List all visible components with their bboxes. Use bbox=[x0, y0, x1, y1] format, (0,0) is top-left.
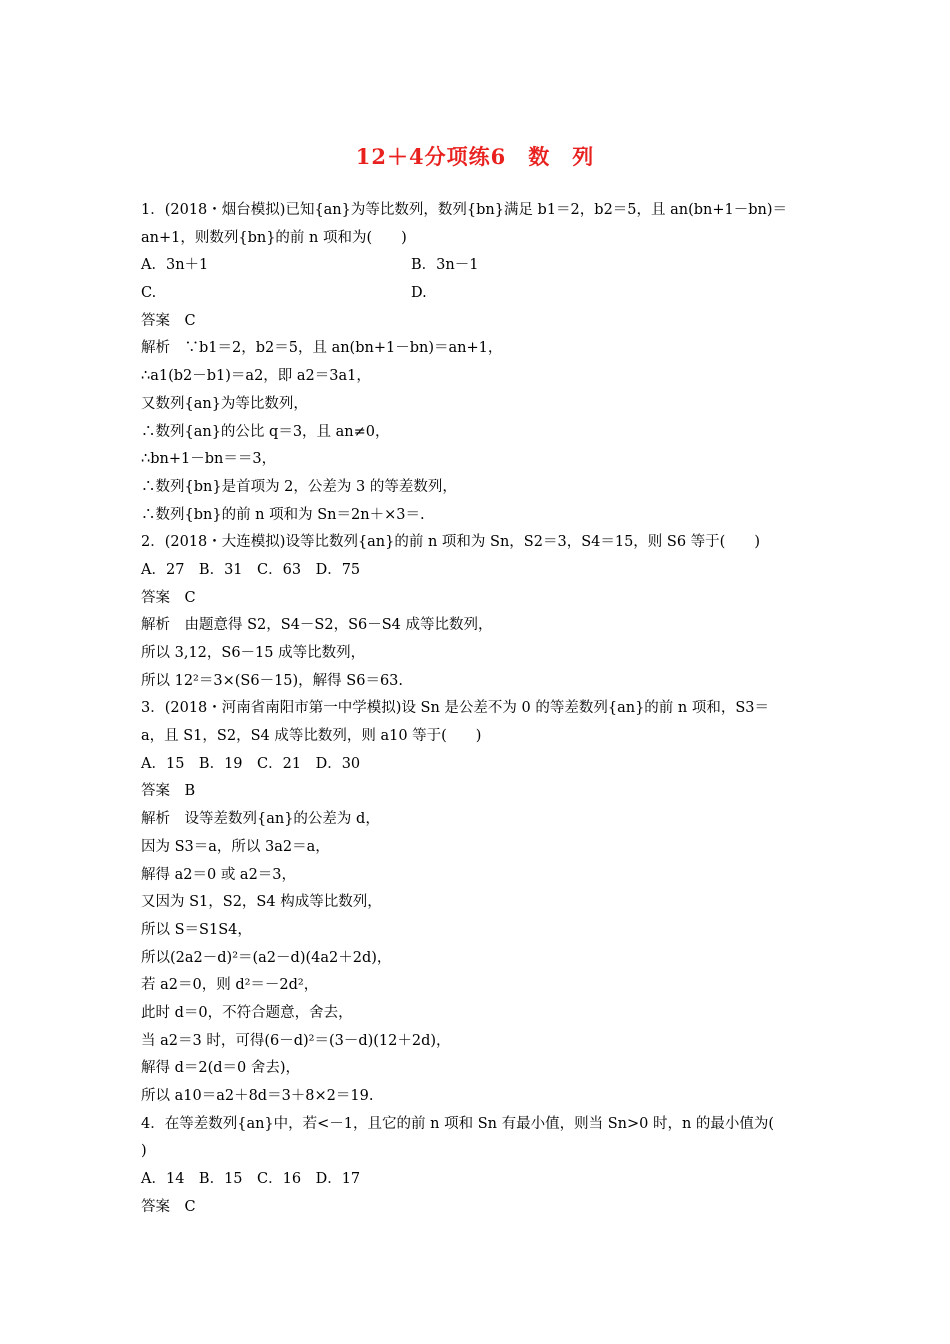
text-line: 答案 B bbox=[141, 783, 196, 800]
option-a: C. bbox=[141, 285, 157, 302]
text-line: 1．(2018・烟台模拟)已知{an}为等比数列，数列{bn}满足 b1＝2，b2＝5，且 an(bn+1－bn)＝ bbox=[141, 202, 788, 218]
text-line: an+1，则数列{bn}的前 n 项和为( ) bbox=[141, 229, 407, 246]
text-line: 所以 S＝S1S4， bbox=[141, 921, 252, 938]
text-line: A．15 B．19 C．21 D．30 bbox=[141, 755, 361, 772]
page-title: 12＋4分项练6 数 列 bbox=[355, 144, 595, 169]
text-line: ∴数列{an}的公比 q＝3，且 an≠0， bbox=[141, 423, 390, 440]
text-line: A．14 B．15 C．16 D．17 bbox=[141, 1171, 361, 1188]
text-line: 若 a2＝0，则 d²＝－2d²， bbox=[141, 977, 319, 994]
text-line: ∴a1(b2－b1)＝a2，即 a2＝3a1， bbox=[141, 368, 371, 385]
text-line: a，且 S1，S2，S4 成等比数列，则 a10 等于( ) bbox=[141, 728, 482, 745]
text-line: 解得 d＝2(d＝0 舍去)， bbox=[141, 1060, 301, 1077]
text-line: 解得 a2＝0 或 a2＝3， bbox=[141, 866, 297, 883]
text-line: 解析 由题意得 S2，S4－S2，S6－S4 成等比数列， bbox=[141, 617, 493, 634]
text-line: 4．在等差数列{an}中，若<－1，且它的前 n 项和 Sn 有最小值，则当 Sn>0 时，n 的最小值为( bbox=[141, 1115, 775, 1132]
text-line: 又数列{an}为等比数列， bbox=[141, 395, 308, 412]
text-line: 当 a2＝3 时，可得(6－d)²＝(3－d)(12＋2d)， bbox=[141, 1032, 451, 1049]
text-line: 所以 a10＝a2＋8d＝3＋8×2＝19. bbox=[141, 1088, 374, 1104]
option-a: A．3n＋1 bbox=[141, 257, 209, 274]
text-line: 答案 C bbox=[141, 312, 196, 329]
option-b: D. bbox=[411, 285, 427, 302]
option-b: B．3n－1 bbox=[411, 257, 479, 274]
text-line: 解析 ∵b1＝2，b2＝5，且 an(bn+1－bn)＝an+1， bbox=[141, 340, 503, 357]
text-line: 所以(2a2－d)²＝(a2－d)(4a2＋2d)， bbox=[141, 949, 392, 966]
text-line: 答案 C bbox=[141, 589, 196, 606]
text-line: 所以 3,12，S6－15 成等比数列， bbox=[141, 645, 366, 661]
text-line: A．27 B．31 C．63 D．75 bbox=[141, 561, 361, 578]
text-line: 此时 d＝0，不符合题意，舍去， bbox=[141, 1004, 353, 1021]
text-line: 因为 S3＝a，所以 3a2＝a， bbox=[141, 838, 330, 855]
text-line: ∴数列{bn}的前 n 项和为 Sn＝2n＋×3＝. bbox=[141, 506, 425, 523]
text-line: 2．(2018・大连模拟)设等比数列{an}的前 n 项和为 Sn，S2＝3，S4＝15，则 S6 等于( ) bbox=[141, 534, 760, 551]
option-row bbox=[141, 252, 821, 280]
text-line: 所以 12²＝3×(S6－15)，解得 S6＝63. bbox=[141, 672, 403, 689]
option-row bbox=[141, 280, 821, 308]
text-line: 答案 C bbox=[141, 1198, 196, 1215]
text-line: ) bbox=[141, 1143, 147, 1160]
text-line: 又因为 S1，S2，S4 构成等比数列， bbox=[141, 894, 382, 911]
text-line: 解析 设等差数列{an}的公差为 d， bbox=[141, 811, 380, 828]
document-body bbox=[141, 197, 821, 1221]
text-line: ∴bn+1－bn＝＝3， bbox=[141, 451, 277, 468]
text-line: 3．(2018・河南省南阳市第一中学模拟)设 Sn 是公差不为 0 的等差数列{an}的前 n 项和，S3＝ bbox=[141, 700, 770, 717]
text-line: ∴数列{bn}是首项为 2，公差为 3 的等差数列， bbox=[141, 478, 457, 495]
